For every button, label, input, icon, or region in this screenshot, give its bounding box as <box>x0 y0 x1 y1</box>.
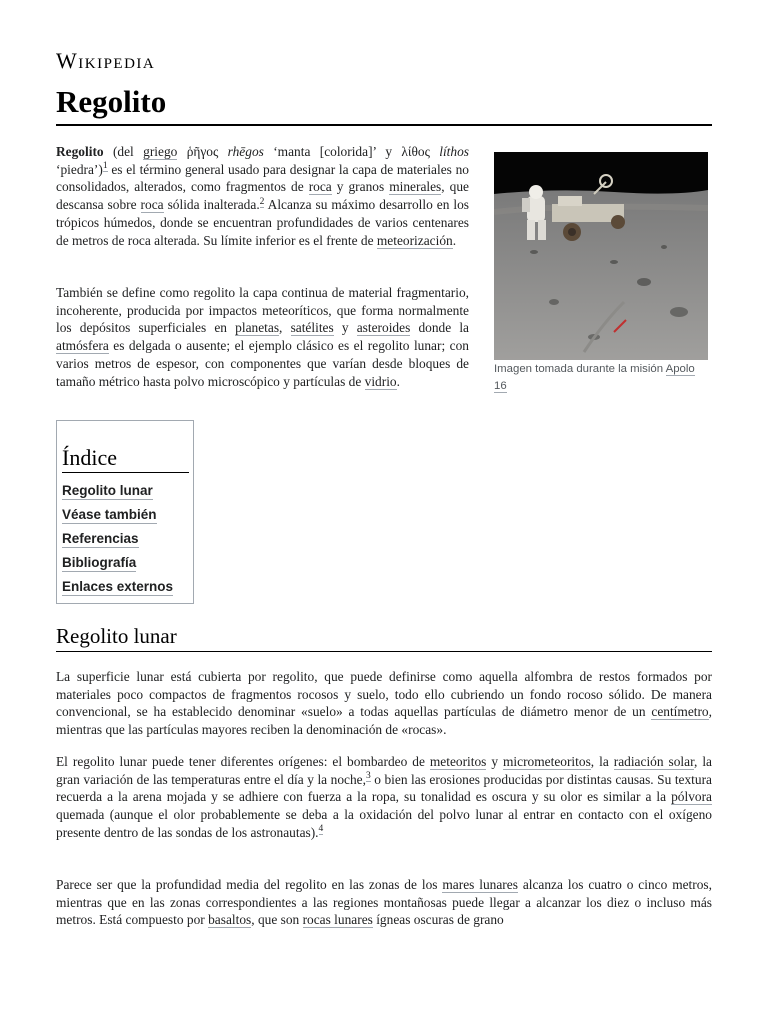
toc-item-bibliografia[interactable]: Bibliografía <box>62 555 137 570</box>
text: . <box>452 232 457 248</box>
toc-title: Índice <box>62 445 189 473</box>
reference-link[interactable]: 3 <box>365 771 371 782</box>
text: sólida inalterada. <box>163 197 260 213</box>
intro-paragraph-1 <box>56 143 469 249</box>
text: ‘piedra’) <box>56 161 103 177</box>
link-mares-lunares[interactable]: mares lunares <box>442 877 518 892</box>
table-of-contents <box>56 420 194 604</box>
text: Parece ser que la profundidad media del regolito en las zonas de los <box>56 877 443 892</box>
link-roca-2[interactable]: roca <box>140 197 164 213</box>
link-satelites[interactable]: satélites <box>290 320 334 336</box>
text: . <box>396 373 400 389</box>
text: o bien las erosiones producidas por distintas causas. Su textura recuerda a la arena mojada y se adhiere con fuerza a la ropa, su tonalidad es oscura y su olor es similar a la <box>56 771 712 805</box>
link-minerales[interactable]: minerales <box>389 179 442 195</box>
link-meteorizacion[interactable]: meteorización <box>376 232 453 248</box>
text: ῥῆγος <box>177 144 228 159</box>
link-asteroides[interactable]: asteroides <box>356 320 411 336</box>
section-paragraph-3 <box>56 876 712 929</box>
link-basaltos[interactable]: basaltos <box>208 912 252 928</box>
text: , la gran variación de las temperaturas entre el día y la noche, <box>56 754 712 787</box>
text-italic: rhēgos <box>227 144 264 159</box>
text: es el término general usado para designar la capa de materiales no consolidados, alterados, como fragmentos de <box>56 161 469 195</box>
link-roca[interactable]: roca <box>308 179 332 195</box>
caption-text: Imagen tomada durante la misión <box>494 363 666 375</box>
link-polvora[interactable]: pólvora <box>671 789 712 805</box>
figure-caption <box>494 361 709 395</box>
text: , que son <box>251 912 303 928</box>
text: es delgada o ausente; el ejemplo clásico es el regolito lunar; con varios metros de espesor, con componentes que varían desde bloques de tamaño métrico hasta polvo microscópico y partículas de <box>56 338 469 389</box>
text-italic: líthos <box>439 144 469 159</box>
text: y <box>486 754 504 769</box>
toc-item-vease-tambien[interactable]: Véase también <box>62 507 157 522</box>
text: La superficie lunar está cubierta por regolito, que puede definirse como aquella alfombra de restos formados por materiales poco compactos de fragmentos rocosos y suelo, todo ello cubriendo un fondo rocoso sólido. De manera convencional, se ha establecido denominar «suelo» a todas aquellas partículas de diámetro menor de un <box>56 669 712 720</box>
text: (del <box>103 144 144 159</box>
infobox-figure <box>494 152 709 395</box>
link-griego[interactable]: griego <box>143 144 178 159</box>
section-paragraph-1 <box>56 668 712 739</box>
link-apolo-16[interactable]: Apolo 16 <box>494 363 695 392</box>
wikipedia-logo[interactable]: Wikipedia <box>56 48 156 73</box>
text: También se define como regolito la capa continua de material fragmentario, incoherente, producida por impactos meteoríticos, que forma normalmente los depósitos superficiales en <box>56 285 469 336</box>
reference-4[interactable] <box>319 824 324 835</box>
link-atmosfera[interactable]: atmósfera <box>56 338 109 354</box>
text: y <box>333 320 357 336</box>
link-rocas-lunares[interactable]: rocas lunares <box>302 912 373 928</box>
text: donde la <box>410 320 469 336</box>
term-bold: Regolito <box>56 144 104 159</box>
reference-link[interactable]: 4 <box>318 824 324 835</box>
apollo-16-photo[interactable] <box>494 152 708 360</box>
text: , <box>279 320 291 336</box>
text: y granos <box>331 179 390 195</box>
link-centimetro[interactable]: centímetro <box>651 704 709 720</box>
text: , que descansa sobre <box>56 179 469 213</box>
link-vidrio[interactable]: vidrio <box>364 373 397 389</box>
intro-paragraph-2 <box>56 284 469 390</box>
reference-link[interactable]: 2 <box>259 196 265 207</box>
toc-item-enlaces-externos[interactable]: Enlaces externos <box>62 579 174 594</box>
link-micrometeoritos[interactable]: micrometeoritos <box>503 754 591 769</box>
reference-link[interactable]: 1 <box>102 161 108 172</box>
link-planetas[interactable]: planetas <box>235 320 280 336</box>
section-paragraph-2 <box>56 753 712 842</box>
link-radiacion-solar[interactable]: radiación solar <box>613 754 695 769</box>
text: El regolito lunar puede tener diferentes orígenes: el bombardeo de <box>56 754 430 769</box>
link-meteoritos[interactable]: meteoritos <box>429 754 487 769</box>
toc-item-regolito-lunar[interactable]: Regolito lunar <box>62 483 153 498</box>
text: ígneas oscuras de grano <box>372 912 504 928</box>
text: Alcanza su máximo desarrollo en los trópicos húmedos, donde se encuentran profundidades de varios centenares de metros de roca alterada. Su límite inferior es el frente de <box>56 197 469 248</box>
section-heading-regolito-lunar: Regolito lunar <box>56 624 712 652</box>
page-title: Regolito <box>56 84 712 126</box>
text: , la <box>590 754 614 769</box>
text: ‘manta [colorida]’ y λίθος <box>263 144 440 159</box>
text: alcanza los cuatro o cinco metros, mientras que en las zonas correspondientes a las regiones montañosas puede llegar a alcanzar los diez o incluso más metros. Está compuesto por <box>56 877 712 928</box>
toc-item-referencias[interactable]: Referencias <box>62 531 139 546</box>
text: quemada (aunque el olor probablemente se deba a la oxidación del polvo lunar al entrar en contacto con el oxígeno presente dentro de las sondas de los astronautas). <box>56 807 712 840</box>
text: , mientras que las partículas mayores reciben la denominación de «rocas». <box>56 704 712 738</box>
